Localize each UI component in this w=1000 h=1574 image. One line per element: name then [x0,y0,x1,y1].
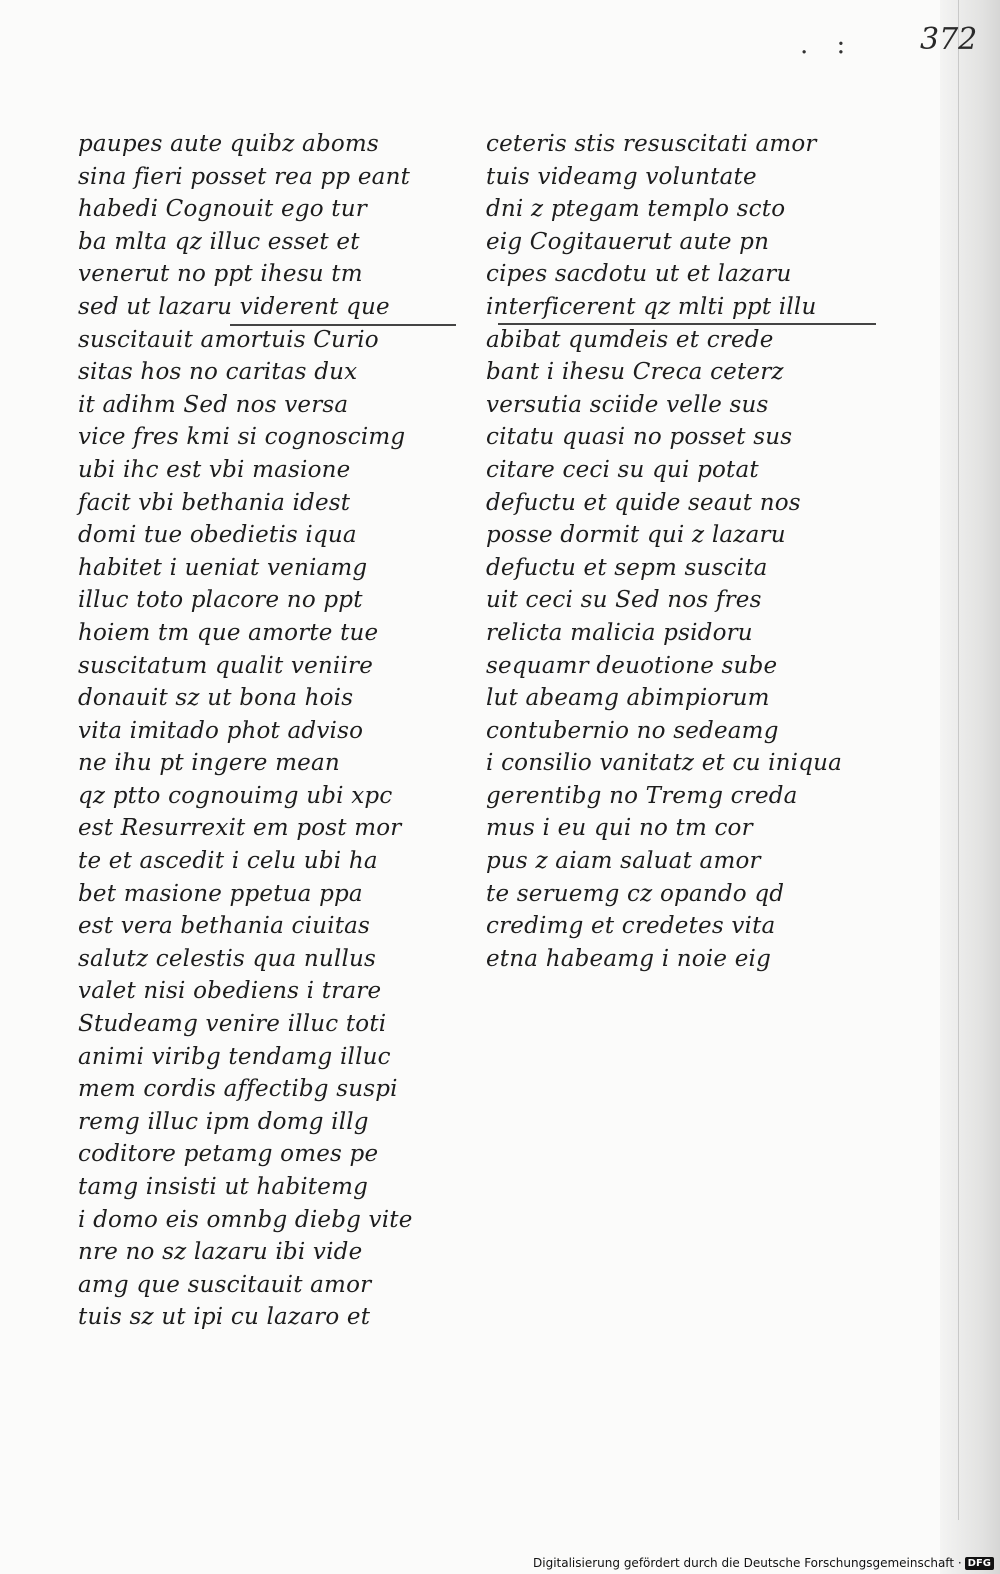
text-line: citatu quasi no posset sus [486,424,793,451]
text-line: ba mlta qz illuc esset et [78,228,360,255]
text-line: sitas hos no caritas dux [78,359,358,386]
text-line: credimg et credetes vita [486,913,776,940]
folio-number: 372 [920,22,978,57]
text-line: ne ihu pt ingere mean [78,750,340,777]
text-line: defuctu et sepm suscita [486,554,768,581]
text-line: est vera bethania ciuitas [78,913,371,940]
underline-rule [230,324,456,326]
left-text-column [78,128,473,1334]
footer-text: Digitalisierung gefördert durch die Deutsche Forschungsgemeinschaft · [533,1556,962,1570]
text-line: donauit sz ut bona hois [78,685,354,712]
text-line: Studeamg venire illuc toti [78,1011,387,1038]
text-line: interficerent qz mlti ppt illu [486,293,817,320]
text-line: est Resurrexit em post mor [78,815,402,842]
text-line: habedi Cognouit ego tur [78,196,367,223]
text-line: it adihm Sed nos versa [78,391,349,418]
text-line: tuis sz ut ipi cu lazaro et [78,1304,371,1331]
text-line: mus i eu qui no tm cor [486,815,753,842]
text-line: vice fres kmi si cognoscimg [78,424,406,451]
text-line: pus z aiam saluat amor [486,848,761,875]
text-line: amg que suscitauit amor [78,1271,372,1298]
text-line: bet masione ppetua ppa [78,880,363,907]
text-line: relicta malicia psidoru [486,619,753,646]
text-line: abibat qumdeis et crede [486,326,774,353]
digitization-footer [533,1556,994,1570]
text-line: paupes aute quibz aboms [78,131,379,157]
dfg-logo: DFG [965,1557,994,1570]
text-line: citare ceci su qui potat [486,456,759,483]
text-line: venerut no ppt ihesu tm [78,261,363,288]
text-line: coditore petamg omes pe [78,1141,379,1168]
right-text-column [486,128,906,975]
text-line: te et ascedit i celu ubi ha [78,848,378,875]
text-line: i consilio vanitatz et cu iniqua [486,750,843,777]
text-line: i domo eis omnbg diebg vite [78,1206,413,1233]
page-edge-shadow [940,0,1000,1574]
text-line: salutz celestis qua nullus [78,945,377,972]
text-line: etna habeamg i noie eig [486,945,772,972]
text-line: sina fieri posset rea pp eant [78,163,411,190]
text-line: defuctu et quide seaut nos [486,489,801,516]
text-line: hoiem tm que amorte tue [78,619,379,646]
text-line: animi viribg tendamg illuc [78,1043,391,1070]
text-line: illuc toto placore no ppt [78,587,363,614]
text-line: dni z ptegam templo scto [486,196,786,223]
text-line: domi tue obedietis iqua [78,522,357,549]
text-line: facit vbi bethania idest [78,489,351,516]
text-line: gerentibg no Tremg creda [486,782,798,809]
text-line: lut abeamg abimpiorum [486,685,770,712]
text-line: sed ut lazaru viderent que [78,293,390,320]
text-line: bant i ihesu Creca ceterz [486,359,784,386]
underline-rule [498,323,876,325]
text-line: valet nisi obediens i trare [78,978,382,1005]
text-line: eig Cogitauerut aute pn [486,228,770,255]
text-line: ubi ihc est vbi masione [78,456,351,483]
text-line: cipes sacdotu ut et lazaru [486,261,792,288]
text-line: suscitauit amortuis Curio [78,326,379,353]
text-line: mem cordis affectibg suspi [78,1076,398,1103]
text-line: qz ptto cognouimg ubi xpc [78,782,393,809]
text-line: versutia sciide velle sus [486,391,769,418]
text-line: vita imitado phot adviso [78,717,364,744]
text-line: sequamr deuotione sube [486,652,778,679]
text-line: remg illuc ipm domg illg [78,1108,369,1135]
text-line: uit ceci su Sed nos fres [486,587,762,614]
text-line: contubernio no sedeamg [486,717,779,744]
binding-line [958,0,959,1520]
text-line: te seruemg cz opando qd [486,880,785,907]
text-line: posse dormit qui z lazaru [486,522,786,549]
text-line: tamg insisti ut habitemg [78,1174,368,1200]
text-line: ceteris stis resuscitati amor [486,131,817,157]
text-line: suscitatum qualit veniire [78,652,374,679]
text-line: nre no sz lazaru ibi vide [78,1239,363,1266]
text-line: tuis videamg voluntate [486,163,757,190]
margin-mark: . : [800,30,856,60]
text-line: habitet i ueniat veniamg [78,554,368,581]
